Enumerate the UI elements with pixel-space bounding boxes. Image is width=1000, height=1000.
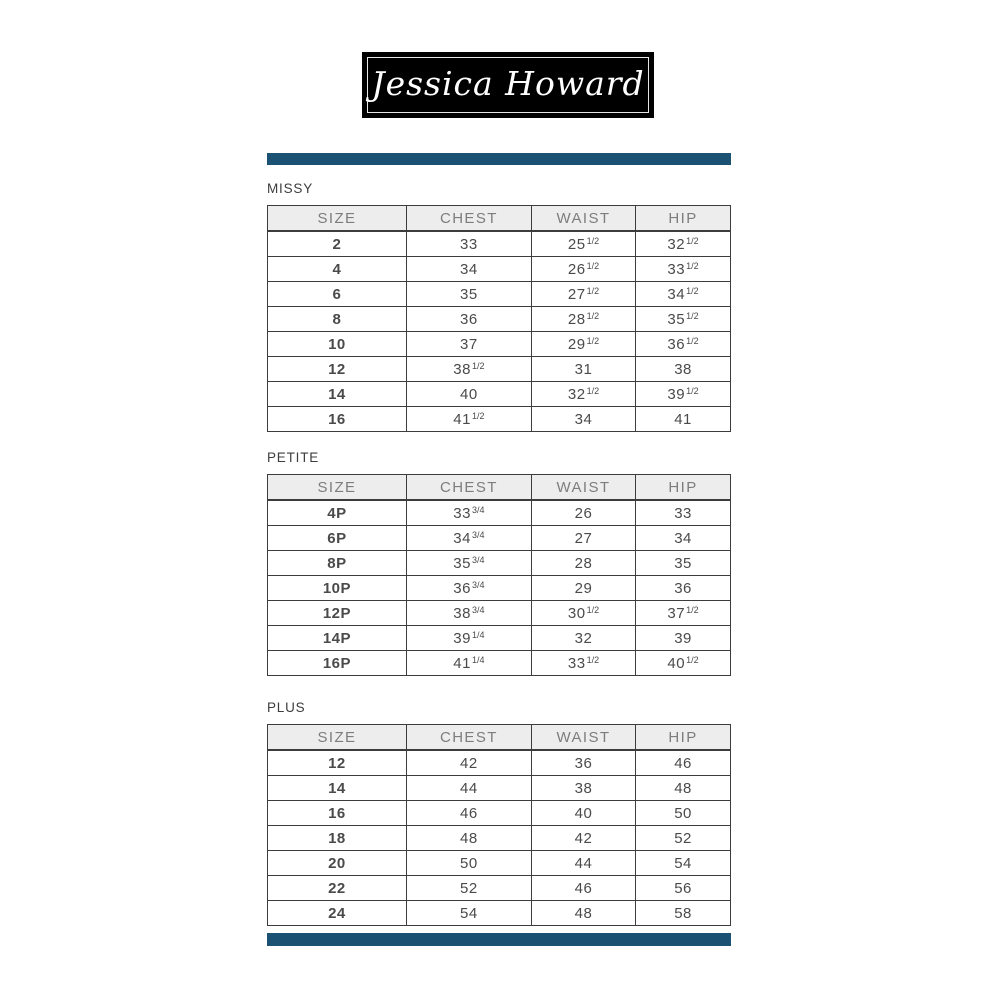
column-header-chest: CHEST: [406, 475, 531, 501]
table-row: [268, 500, 731, 526]
measurement-cell: 36: [531, 750, 635, 776]
table-row: [268, 876, 731, 901]
table-row: [268, 231, 731, 257]
size-cell: 16P: [268, 651, 407, 676]
measurement-cell: $26^{1/2}$: [531, 257, 635, 282]
table-body: [268, 750, 731, 926]
fraction: 1/2: [686, 310, 699, 321]
table-row: [268, 307, 731, 332]
measurement-cell: 42: [531, 826, 635, 851]
size-cell: 16: [268, 407, 407, 432]
top-divider-bar: [267, 153, 731, 165]
header-row: [268, 206, 731, 232]
fraction: 1/2: [586, 235, 600, 246]
fraction: 1/2: [586, 335, 600, 346]
table-row: [268, 282, 731, 307]
measurement-cell: 50: [636, 801, 731, 826]
fraction: 1/2: [686, 335, 699, 346]
table-row: [268, 382, 731, 407]
size-cell: 10: [268, 332, 407, 357]
table-row: [268, 257, 731, 282]
size-cell: 18: [268, 826, 407, 851]
table-header: [268, 725, 731, 751]
table-body: [268, 500, 731, 676]
measurement-cell: 46: [406, 801, 531, 826]
size-cell: 14P: [268, 626, 407, 651]
header-row: [268, 475, 731, 501]
measurement-cell: $34^{1/2}$: [636, 282, 731, 307]
column-header-size: SIZE: [268, 725, 407, 751]
size-cell: 4: [268, 257, 407, 282]
size-cell: 12P: [268, 601, 407, 626]
fraction: 1/2: [586, 385, 600, 396]
fraction: 3/4: [471, 579, 485, 590]
header-row: [268, 725, 731, 751]
size-cell: 8: [268, 307, 407, 332]
measurement-cell: 33: [406, 231, 531, 257]
measurement-cell: 46: [531, 876, 635, 901]
measurement-cell: 48: [406, 826, 531, 851]
fraction: 3/4: [471, 554, 485, 565]
measurement-cell: $38^{1/2}$: [406, 357, 531, 382]
measurement-cell: 31: [531, 357, 635, 382]
column-header-chest: CHEST: [406, 725, 531, 751]
column-header-hip: HIP: [636, 725, 731, 751]
fraction: 1/2: [686, 604, 699, 615]
table-row: [268, 851, 731, 876]
measurement-cell: 48: [636, 776, 731, 801]
measurement-cell: 56: [636, 876, 731, 901]
measurement-cell: $32^{1/2}$: [531, 382, 635, 407]
measurement-cell: $39^{1/4}$: [406, 626, 531, 651]
column-header-size: SIZE: [268, 206, 407, 232]
measurement-cell: 54: [636, 851, 731, 876]
table-row: [268, 576, 731, 601]
table-row: [268, 750, 731, 776]
table-row: [268, 601, 731, 626]
fraction: 3/4: [471, 529, 485, 540]
size-cell: 12: [268, 750, 407, 776]
size-cell: 10P: [268, 576, 407, 601]
measurement-cell: 28: [531, 551, 635, 576]
measurement-cell: $38^{3/4}$: [406, 601, 531, 626]
fraction: 1/2: [586, 285, 600, 296]
fraction: 1/2: [686, 285, 699, 296]
fraction: 1/2: [686, 385, 699, 396]
measurement-cell: 44: [406, 776, 531, 801]
measurement-cell: 42: [406, 750, 531, 776]
table-header: [268, 206, 731, 232]
table-row: [268, 551, 731, 576]
brand-logo-frame: [367, 57, 649, 113]
fraction: 1/4: [471, 654, 485, 665]
size-chart-content: [267, 180, 731, 926]
measurement-cell: 33: [636, 500, 731, 526]
measurement-cell: 41: [636, 407, 731, 432]
section-petite: [267, 449, 731, 676]
section-missy: [267, 180, 731, 432]
measurement-cell: $36^{1/2}$: [636, 332, 731, 357]
measurement-cell: 58: [636, 901, 731, 926]
measurement-cell: 39: [636, 626, 731, 651]
table-row: [268, 332, 731, 357]
table-row: [268, 407, 731, 432]
bottom-divider-bar: [267, 933, 731, 946]
measurement-cell: $28^{1/2}$: [531, 307, 635, 332]
table-row: [268, 826, 731, 851]
size-cell: 8P: [268, 551, 407, 576]
measurement-cell: 34: [636, 526, 731, 551]
measurement-cell: 34: [406, 257, 531, 282]
table-row: [268, 651, 731, 676]
measurement-cell: $34^{3/4}$: [406, 526, 531, 551]
measurement-cell: $25^{1/2}$: [531, 231, 635, 257]
measurement-cell: $29^{1/2}$: [531, 332, 635, 357]
measurement-cell: $32^{1/2}$: [636, 231, 731, 257]
measurement-cell: $30^{1/2}$: [531, 601, 635, 626]
fraction: 3/4: [471, 604, 485, 615]
measurement-cell: $33^{1/2}$: [531, 651, 635, 676]
measurement-cell: $41^{1/2}$: [406, 407, 531, 432]
fraction: 1/2: [586, 260, 600, 271]
column-header-hip: HIP: [636, 475, 731, 501]
measurement-cell: 50: [406, 851, 531, 876]
table-header: [268, 475, 731, 501]
column-header-hip: HIP: [636, 206, 731, 232]
measurement-cell: $33^{1/2}$: [636, 257, 731, 282]
fraction: 1/2: [686, 654, 699, 665]
column-header-chest: CHEST: [406, 206, 531, 232]
size-cell: 4P: [268, 500, 407, 526]
size-cell: 14: [268, 776, 407, 801]
measurement-cell: 38: [531, 776, 635, 801]
size-cell: 22: [268, 876, 407, 901]
fraction: 1/2: [471, 410, 485, 421]
measurement-cell: 48: [531, 901, 635, 926]
table-row: [268, 626, 731, 651]
measurement-cell: 35: [636, 551, 731, 576]
size-cell: 14: [268, 382, 407, 407]
fraction: 1/2: [586, 604, 600, 615]
brand-name: Jessica Howard: [371, 64, 645, 103]
measurement-cell: 32: [531, 626, 635, 651]
table-row: [268, 776, 731, 801]
measurement-cell: $36^{3/4}$: [406, 576, 531, 601]
plus-size-table: [267, 724, 731, 926]
measurement-cell: 38: [636, 357, 731, 382]
measurement-cell: $40^{1/2}$: [636, 651, 731, 676]
measurement-cell: 54: [406, 901, 531, 926]
fraction: 1/2: [686, 260, 699, 271]
measurement-cell: 36: [406, 307, 531, 332]
column-header-waist: WAIST: [531, 725, 635, 751]
measurement-cell: $37^{1/2}$: [636, 601, 731, 626]
measurement-cell: 46: [636, 750, 731, 776]
petite-size-table: [267, 474, 731, 676]
measurement-cell: 29: [531, 576, 635, 601]
measurement-cell: 37: [406, 332, 531, 357]
fraction: 1/2: [471, 360, 485, 371]
table-row: [268, 801, 731, 826]
column-header-waist: WAIST: [531, 206, 635, 232]
section-title-plus: PLUS: [267, 700, 306, 715]
section-title-missy: MISSY: [267, 181, 314, 196]
size-cell: 6P: [268, 526, 407, 551]
measurement-cell: $41^{1/4}$: [406, 651, 531, 676]
measurement-cell: 44: [531, 851, 635, 876]
measurement-cell: 36: [636, 576, 731, 601]
column-header-waist: WAIST: [531, 475, 635, 501]
brand-logo: [362, 52, 654, 118]
size-cell: 20: [268, 851, 407, 876]
measurement-cell: $33^{3/4}$: [406, 500, 531, 526]
fraction: 1/4: [471, 629, 485, 640]
section-title-petite: PETITE: [267, 450, 320, 465]
fraction: 1/2: [586, 654, 600, 665]
section-plus: [267, 699, 731, 926]
size-cell: 16: [268, 801, 407, 826]
measurement-cell: 26: [531, 500, 635, 526]
size-cell: 12: [268, 357, 407, 382]
fraction: 1/2: [586, 310, 600, 321]
size-cell: 2: [268, 231, 407, 257]
measurement-cell: $35^{3/4}$: [406, 551, 531, 576]
missy-size-table: [267, 205, 731, 432]
table-body: [268, 231, 731, 432]
table-row: [268, 526, 731, 551]
measurement-cell: 40: [531, 801, 635, 826]
measurement-cell: $27^{1/2}$: [531, 282, 635, 307]
measurement-cell: $39^{1/2}$: [636, 382, 731, 407]
fraction: 3/4: [471, 504, 485, 515]
measurement-cell: 52: [636, 826, 731, 851]
size-cell: 24: [268, 901, 407, 926]
measurement-cell: $35^{1/2}$: [636, 307, 731, 332]
measurement-cell: 35: [406, 282, 531, 307]
fraction: 1/2: [686, 235, 699, 246]
column-header-size: SIZE: [268, 475, 407, 501]
table-row: [268, 357, 731, 382]
measurement-cell: 27: [531, 526, 635, 551]
size-cell: 6: [268, 282, 407, 307]
measurement-cell: 34: [531, 407, 635, 432]
measurement-cell: 52: [406, 876, 531, 901]
measurement-cell: 40: [406, 382, 531, 407]
table-row: [268, 901, 731, 926]
